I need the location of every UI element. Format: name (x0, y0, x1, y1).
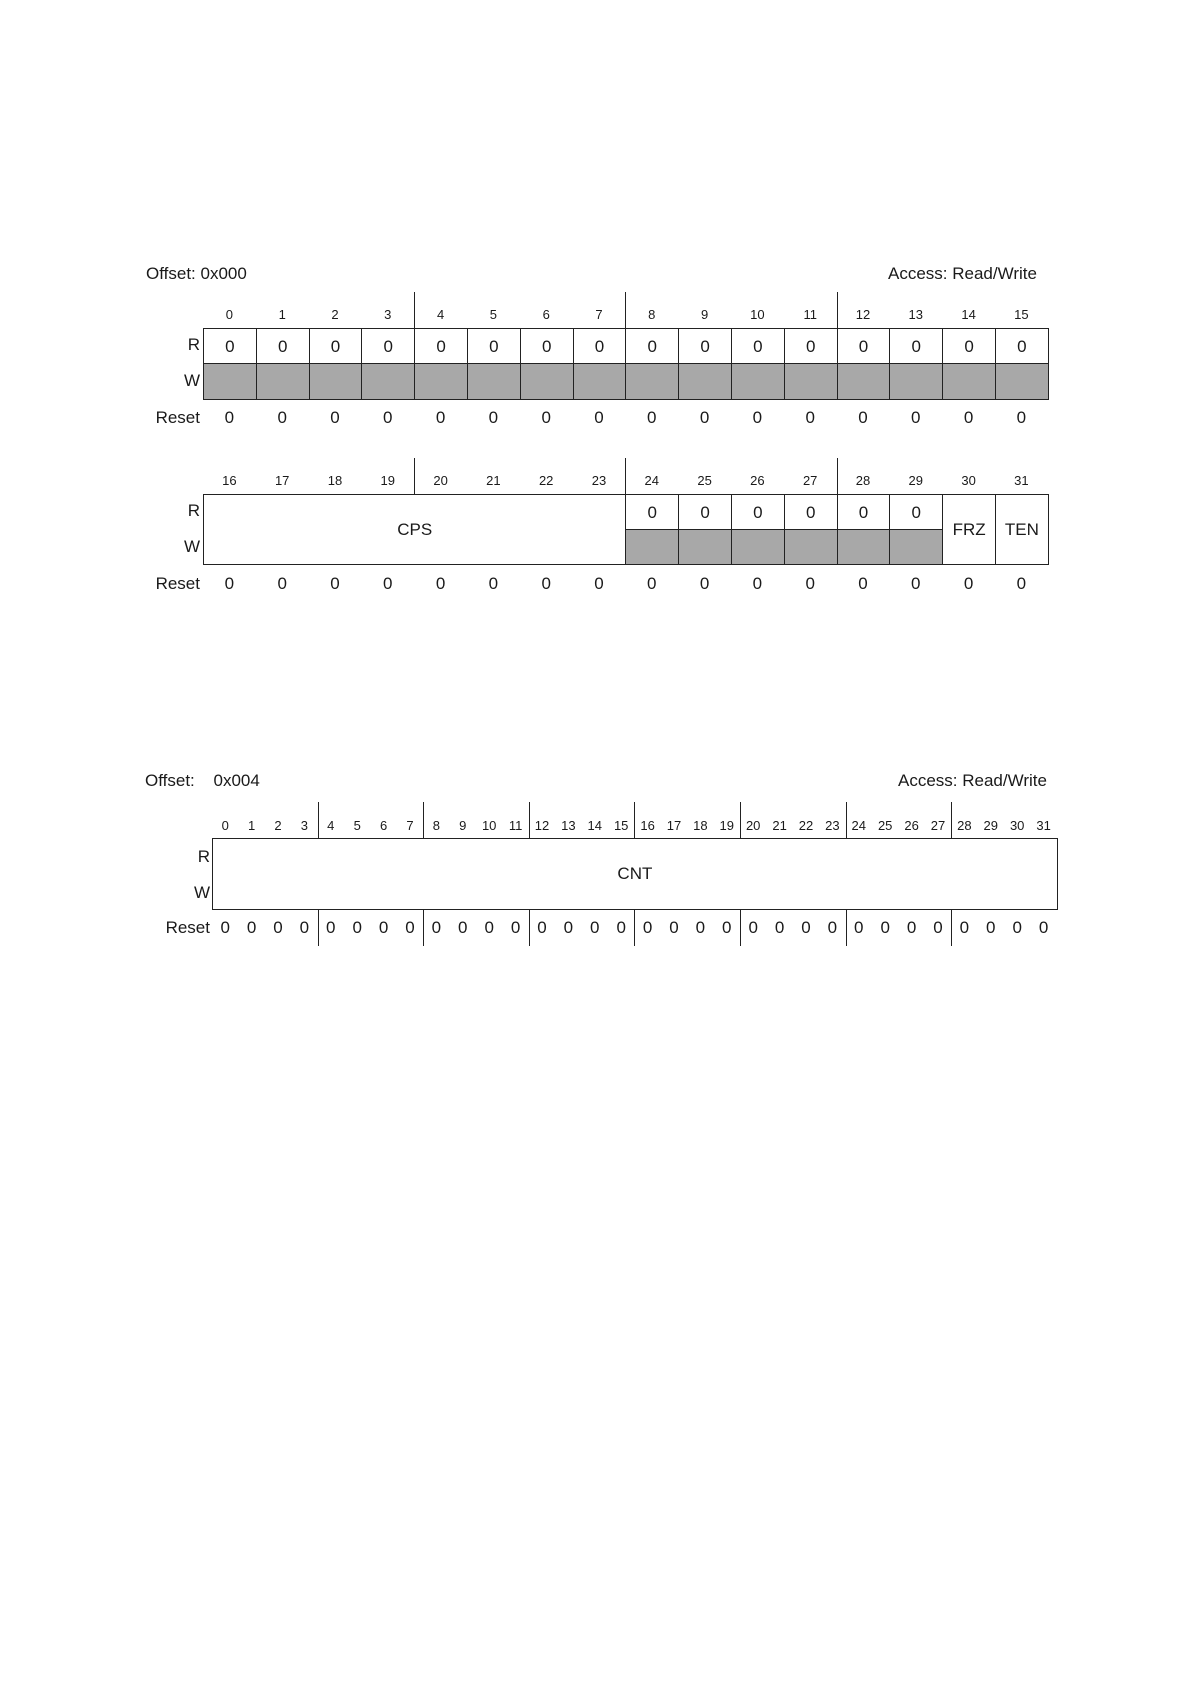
bit-number: 31 (1014, 473, 1029, 488)
bit-number: 18 (327, 473, 343, 488)
write-cell-reserved (678, 529, 732, 565)
bit-number: 0 (225, 307, 234, 322)
bit-number: 12 (855, 307, 871, 322)
write-cell-reserved (784, 363, 838, 400)
reset-value: 0 (563, 918, 574, 937)
bit-number: 22 (798, 818, 814, 833)
read-cell: 0 (520, 328, 574, 364)
reset-value: 0 (488, 574, 499, 593)
nibble-divider (423, 910, 424, 946)
field-cps: CPS (203, 494, 626, 565)
bit-number: 11 (508, 818, 523, 833)
nibble-divider (846, 910, 847, 946)
write-cell-reserved (837, 529, 891, 565)
reset-value: 0 (774, 918, 785, 937)
read-cell: 0 (467, 328, 521, 364)
bit-number: 23 (591, 473, 607, 488)
bit-number: 10 (481, 818, 497, 833)
write-cell-reserved (784, 529, 838, 565)
reset-value: 0 (590, 918, 600, 937)
row-label-r: R (197, 847, 210, 866)
reset-value: 0 (435, 574, 446, 593)
bit-number: 6 (542, 307, 550, 322)
reset-value: 0 (805, 574, 815, 593)
bit-number: 25 (877, 818, 893, 833)
reset-value: 0 (1012, 918, 1022, 937)
reset-value: 0 (431, 918, 442, 937)
write-cell-reserved (414, 363, 468, 400)
bit-number: 13 (561, 818, 576, 833)
bit-number: 9 (459, 818, 467, 833)
bit-number: 29 (983, 818, 999, 833)
reset-value: 0 (642, 918, 653, 937)
reset-value: 0 (963, 408, 974, 427)
reset-value: 0 (435, 408, 446, 427)
reset-value: 0 (484, 918, 494, 937)
write-cell-reserved (573, 363, 627, 400)
field-frz: FRZ (942, 494, 996, 565)
reset-value: 0 (906, 918, 917, 937)
nibble-divider (529, 910, 530, 946)
reset-value: 0 (326, 918, 336, 937)
bit-number: 1 (247, 818, 256, 833)
bit-number: 26 (904, 818, 919, 833)
nibble-divider (318, 802, 319, 838)
bit-number: 2 (274, 818, 282, 833)
write-cell-reserved (731, 529, 785, 565)
bit-number: 16 (222, 473, 237, 488)
read-cell: 0 (625, 494, 679, 530)
bit-number: 10 (750, 307, 765, 322)
reset-value: 0 (963, 574, 974, 593)
bit-number: 5 (353, 818, 361, 833)
reset-value: 0 (224, 408, 235, 427)
bit-number: 15 (1014, 307, 1029, 322)
nibble-divider (846, 802, 847, 838)
reset-value: 0 (1038, 918, 1049, 937)
reset-value: 0 (880, 918, 890, 937)
bit-number: 9 (700, 307, 709, 322)
write-cell-reserved (309, 363, 363, 400)
write-cell-reserved (625, 529, 679, 565)
bit-number: 19 (719, 818, 735, 833)
field-cnt: CNT (212, 838, 1058, 910)
read-cell: 0 (573, 328, 627, 364)
bit-number: 5 (489, 307, 498, 322)
reset-value: 0 (220, 918, 230, 937)
reset-value: 0 (299, 918, 310, 937)
bit-number: 6 (379, 818, 388, 833)
bit-number: 30 (1009, 818, 1025, 833)
reset-value: 0 (911, 574, 921, 593)
reset-value: 0 (695, 918, 706, 937)
nibble-divider (414, 458, 415, 494)
bit-number: 17 (274, 473, 290, 488)
bit-number: 28 (855, 473, 871, 488)
write-cell-reserved (837, 363, 891, 400)
reset-value: 0 (405, 918, 415, 937)
access-label-1: Access: Read/Write (888, 264, 1037, 283)
offset-header-1 (146, 264, 247, 284)
reset-value: 0 (277, 408, 287, 427)
reset-value: 0 (246, 918, 257, 937)
reset-value: 0 (858, 408, 868, 427)
row-label-w: W (183, 537, 200, 556)
bit-number: 17 (666, 818, 682, 833)
nibble-divider (837, 292, 838, 328)
row-label-w: W (183, 371, 200, 390)
bit-number: 4 (327, 818, 335, 833)
reset-value: 0 (541, 408, 551, 427)
nibble-divider (634, 910, 635, 946)
bit-number: 21 (486, 473, 501, 488)
read-cell: 0 (731, 328, 785, 364)
read-cell: 0 (889, 494, 943, 530)
nibble-divider (318, 910, 319, 946)
reset-value: 0 (378, 918, 389, 937)
bit-number: 25 (697, 473, 712, 488)
bit-number: 7 (406, 818, 414, 833)
bit-number: 3 (300, 818, 308, 833)
read-cell: 0 (784, 328, 838, 364)
bit-number: 12 (534, 818, 550, 833)
reset-value: 0 (330, 574, 340, 593)
reset-value: 0 (594, 408, 604, 427)
reset-value: 0 (273, 918, 283, 937)
reset-value: 0 (748, 918, 758, 937)
bit-number: 31 (1036, 818, 1051, 833)
read-cell: 0 (995, 328, 1049, 364)
reset-value: 0 (330, 408, 340, 427)
bit-number: 27 (930, 818, 946, 833)
read-cell: 0 (625, 328, 679, 364)
bit-number: 21 (772, 818, 787, 833)
bit-number: 19 (380, 473, 396, 488)
bit-number: 30 (961, 473, 976, 488)
reset-value: 0 (616, 918, 626, 937)
nibble-divider (951, 802, 952, 838)
nibble-divider (951, 910, 952, 946)
read-cell: 0 (889, 328, 943, 364)
write-cell-reserved (889, 529, 943, 565)
read-cell: 0 (678, 494, 732, 530)
reset-value: 0 (383, 574, 393, 593)
bit-number: 8 (648, 307, 656, 322)
read-cell: 0 (203, 328, 257, 364)
reset-value: 0 (911, 408, 921, 427)
reset-value: 0 (537, 918, 547, 937)
reset-value: 0 (722, 918, 732, 937)
write-cell-reserved (203, 363, 257, 400)
bit-number: 27 (802, 473, 818, 488)
offset-label: Offset: (145, 771, 195, 790)
reset-value: 0 (541, 574, 551, 593)
bit-number: 0 (221, 818, 229, 833)
read-cell: 0 (309, 328, 363, 364)
nibble-divider (529, 802, 530, 838)
reset-value: 0 (854, 918, 864, 937)
reset-value: 0 (458, 918, 468, 937)
reset-value: 0 (959, 918, 970, 937)
nibble-divider (740, 802, 741, 838)
bit-number: 16 (640, 818, 655, 833)
reset-value: 0 (383, 408, 393, 427)
bit-number: 24 (851, 818, 867, 833)
reset-value: 0 (352, 918, 362, 937)
write-cell-reserved (995, 363, 1049, 400)
reset-value: 0 (858, 574, 868, 593)
nibble-divider (740, 910, 741, 946)
bit-number: 8 (432, 818, 440, 833)
nibble-divider (634, 802, 635, 838)
bit-number: 11 (803, 307, 817, 322)
bit-number: 7 (595, 307, 603, 322)
bit-number: 2 (331, 307, 339, 322)
bit-number: 26 (750, 473, 765, 488)
nibble-divider (625, 292, 626, 328)
bit-number: 14 (587, 818, 603, 833)
read-cell: 0 (414, 328, 468, 364)
row-label-r: R (187, 335, 200, 354)
reset-value: 0 (224, 574, 235, 593)
reset-value: 0 (805, 408, 815, 427)
read-cell: 0 (256, 328, 310, 364)
nibble-divider (625, 458, 626, 494)
reset-value: 0 (647, 408, 657, 427)
reset-value: 0 (510, 918, 521, 937)
reset-value: 0 (752, 574, 763, 593)
bit-number: 18 (693, 818, 708, 833)
read-cell: 0 (942, 328, 996, 364)
bit-number: 29 (908, 473, 924, 488)
reset-value: 0 (986, 918, 996, 937)
bit-number: 13 (908, 307, 924, 322)
reset-value: 0 (647, 574, 657, 593)
reset-value: 0 (669, 918, 679, 937)
reset-value: 0 (699, 574, 710, 593)
read-cell: 0 (731, 494, 785, 530)
read-cell: 0 (361, 328, 415, 364)
reset-value: 0 (277, 574, 287, 593)
offset-value: 0x004 (213, 771, 260, 790)
nibble-divider (423, 802, 424, 838)
offset-label: Offset: (146, 264, 196, 283)
bit-number: 20 (745, 818, 761, 833)
bit-number: 22 (538, 473, 554, 488)
row-label-reset: Reset (165, 918, 210, 937)
reset-value: 0 (1016, 574, 1027, 593)
write-cell-reserved (942, 363, 996, 400)
read-cell: 0 (678, 328, 732, 364)
reset-value: 0 (933, 918, 943, 937)
reset-value: 0 (1016, 408, 1027, 427)
access-label-2: Access: Read/Write (898, 771, 1047, 790)
nibble-divider (414, 292, 415, 328)
bit-number: 14 (961, 307, 976, 322)
write-cell-reserved (678, 363, 732, 400)
write-cell-reserved (361, 363, 415, 400)
write-cell-reserved (889, 363, 943, 400)
reset-value: 0 (752, 408, 763, 427)
bit-number: 23 (825, 818, 840, 833)
reset-value: 0 (801, 918, 811, 937)
bit-number: 24 (644, 473, 660, 488)
bit-number: 28 (957, 818, 972, 833)
write-cell-reserved (625, 363, 679, 400)
write-cell-reserved (467, 363, 521, 400)
read-cell: 0 (784, 494, 838, 530)
bit-number: 3 (384, 307, 392, 322)
reset-value: 0 (488, 408, 499, 427)
field-ten: TEN (995, 494, 1049, 565)
bit-number: 20 (433, 473, 448, 488)
write-cell-reserved (520, 363, 574, 400)
bit-number: 1 (278, 307, 286, 322)
write-cell-reserved (256, 363, 310, 400)
row-label-reset: Reset (155, 574, 200, 593)
reset-value: 0 (827, 918, 838, 937)
read-cell: 0 (837, 328, 891, 364)
row-label-w: W (193, 883, 210, 902)
bit-number: 4 (436, 307, 445, 322)
offset-value: 0x000 (200, 264, 247, 283)
write-cell-reserved (731, 363, 785, 400)
nibble-divider (837, 458, 838, 494)
read-cell: 0 (837, 494, 891, 530)
bit-number: 15 (613, 818, 629, 833)
row-label-r: R (187, 501, 200, 520)
reset-value: 0 (699, 408, 710, 427)
reset-value: 0 (594, 574, 604, 593)
offset-header-2 (145, 771, 260, 791)
row-label-reset: Reset (155, 408, 200, 427)
